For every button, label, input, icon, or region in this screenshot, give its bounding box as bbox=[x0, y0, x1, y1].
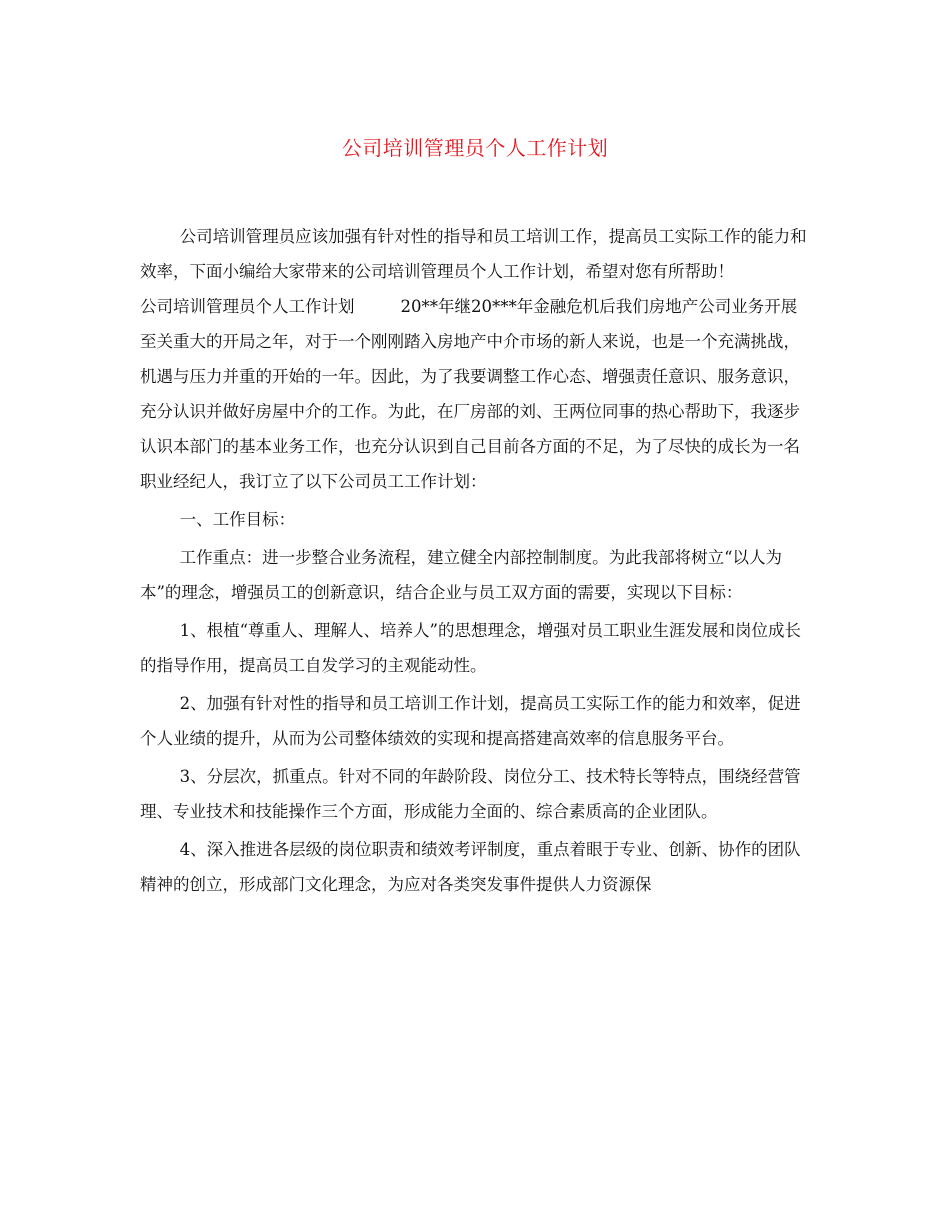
plan-paragraph bbox=[140, 289, 812, 499]
plan-heading: 公司培训管理员个人工作计划 bbox=[140, 297, 355, 316]
section-heading-goals: 一、工作目标： bbox=[179, 510, 296, 529]
goal-item-1: 1、根植“尊重人、理解人、培养人”的思想理念，增强对员工职业生涯发展和岗位成长的指导作用，提高员工自发学习的主观能动性。 bbox=[140, 621, 801, 675]
intro-paragraph: 公司培训管理员应该加强有针对性的指导和员工培训工作，提高员工实际工作的能力和效率，下面小编给大家带来的公司培训管理员个人工作计划，希望对您有所帮助！ bbox=[140, 227, 807, 281]
goal-item-4: 4、深入推进各层级的岗位职责和绩效考评制度，重点着眼于专业、创新、协作的团队精神的创立，形成部门文化理念，为应对各类突发事件提供人力资源保 bbox=[140, 840, 801, 894]
document-title: 公司培训管理员个人工作计划 bbox=[341, 136, 609, 160]
focus-paragraph: 工作重点：进一步整合业务流程，建立健全内部控制制度。为此我部将树立“以人为本”的理念，增强员工的创新意识，结合企业与员工双方面的需要，实现以下目标： bbox=[140, 548, 783, 602]
goal-item-3: 3、分层次，抓重点。针对不同的年龄阶段、岗位分工、技术特长等特点，围绕经营管理、专业技术和技能操作三个方面，形成能力全面的、综合素质高的企业团队。 bbox=[140, 767, 801, 821]
plan-text: 20**年继20***年金融危机后我们房地产公司业务开展至关重大的开局之年，对于一个刚刚踏入房地产中介市场的新人来说，也是一个充满挑战，机遇与压力并重的开始的一年。因此，为了我要调整工作心态、增强责任意识、服务意识，充分认识并做好房屋中介的工作。为此，在厂房部的刘、王两位同事的热心帮助下，我逐步认识本部门的基本业务工作，也充分认识到自己目前各方面的不足，为了尽快的成长为一名职业经纪人，我订立了以下公司员工工作计划： bbox=[140, 297, 800, 491]
goal-item-2: 2、加强有针对性的指导和员工培训工作计划，提高员工实际工作的能力和效率，促进个人业绩的提升，从而为公司整体绩效的实现和提高搭建高效率的信息服务平台。 bbox=[140, 694, 801, 748]
document-body bbox=[140, 219, 812, 902]
